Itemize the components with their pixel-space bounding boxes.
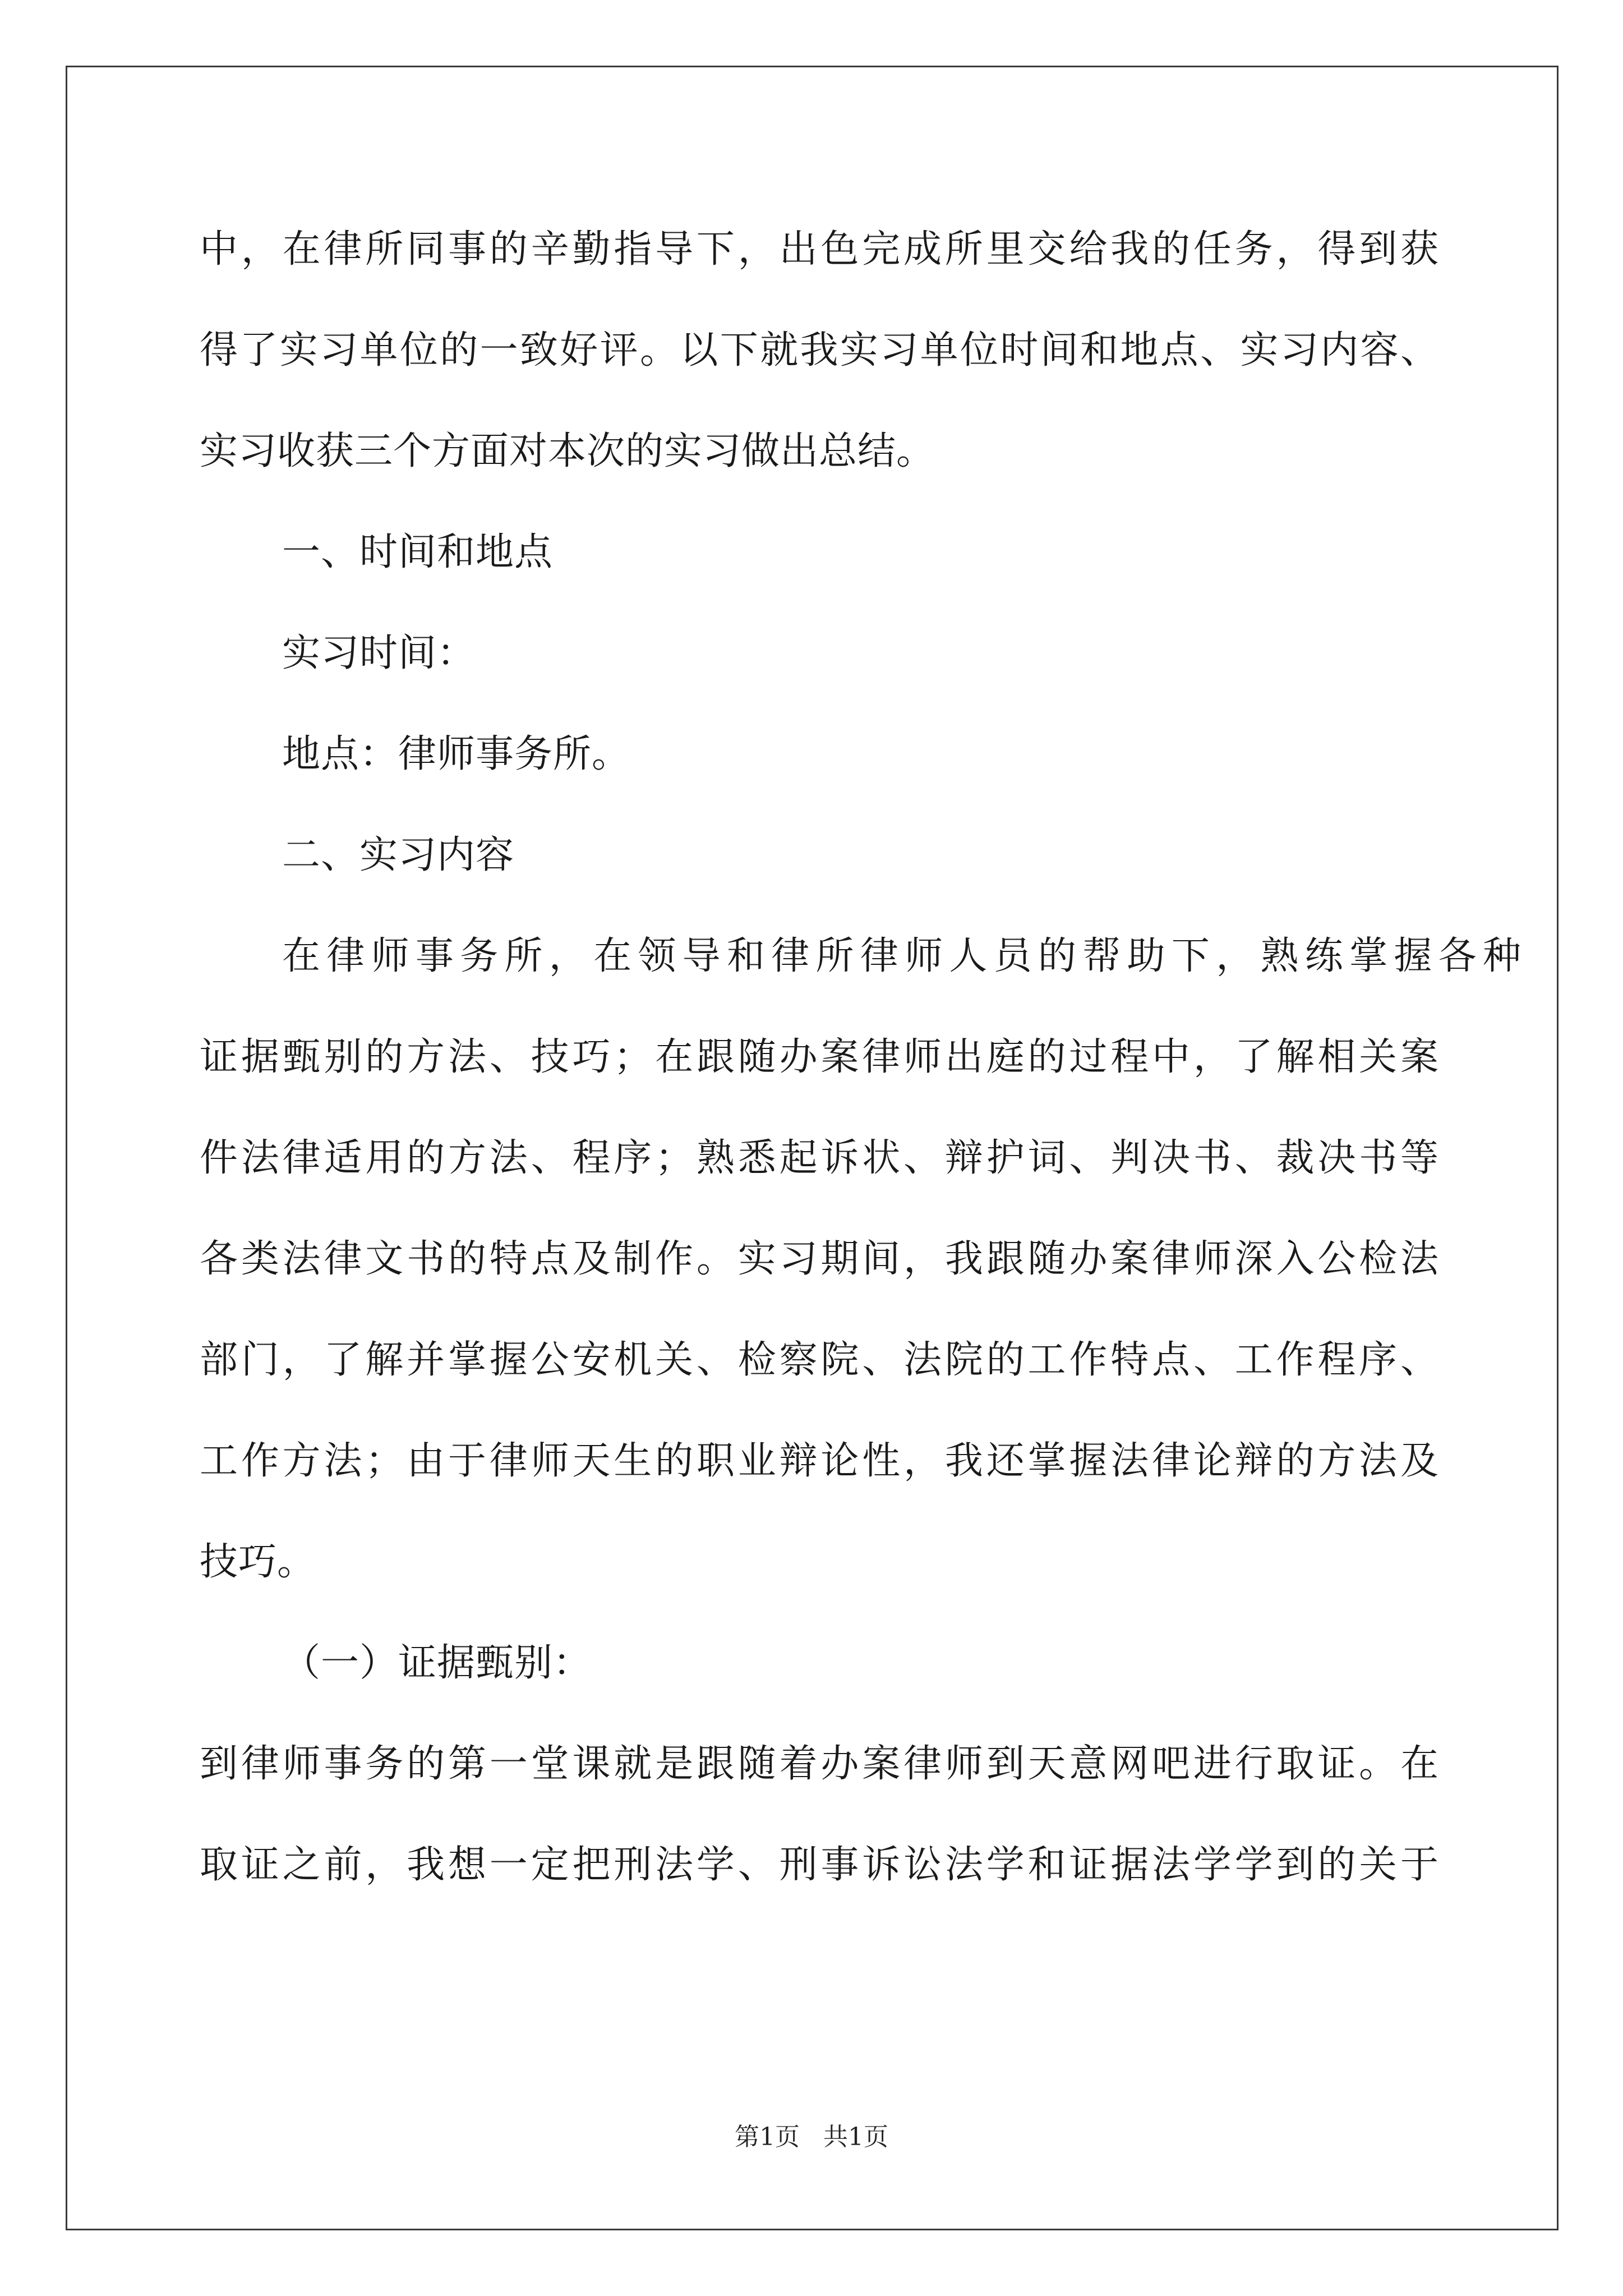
subsection-heading: （一）证据甄别： [282,1641,592,1685]
page-number: 第1页 [735,2123,800,2151]
text-line: 得了实习单位的一致好评。以下就我实习单位时间和地点、实习内容、 [200,328,1439,372]
text-line: 工作方法；由于律师天生的职业辩论性，我还掌握法律论辩的方法及 [200,1439,1439,1483]
text-line: 实习收获三个方面对本次的实习做出总结。 [200,429,935,473]
text-line: 到律师事务的第一堂课就是跟随着办案律师到天意网吧进行取证。在 [200,1742,1439,1786]
text-line: 部门，了解并掌握公安机关、检察院、法院的工作特点、工作程序、 [200,1338,1439,1382]
section-heading: 二、实习内容 [282,833,515,877]
text-line: 证据甄别的方法、技巧；在跟随办案律师出庭的过程中，了解相关案 [200,1035,1439,1079]
text-line: 地点：律师事务所。 [282,732,631,776]
section-heading: 一、时间和地点 [282,530,554,574]
text-line: 各类法律文书的特点及制作。实习期间，我跟随办案律师深入公检法 [200,1237,1439,1281]
text-line: 实习时间： [282,631,476,675]
text-line: 技巧。 [200,1540,316,1584]
text-line: 取证之前，我想一定把刑法学、刑事诉讼法学和证据法学学到的关于 [200,1843,1439,1887]
page-total: 共1页 [823,2123,888,2151]
page-footer [0,2120,1623,2154]
text-line: 在律师事务所，在领导和律所律师人员的帮助下，熟练掌握各种 [282,934,1521,978]
text-line: 中，在律所同事的辛勤指导下，出色完成所里交给我的任务，得到获 [200,227,1439,272]
text-line: 件法律适用的方法、程序；熟悉起诉状、辩护词、判决书、裁决书等 [200,1136,1439,1180]
